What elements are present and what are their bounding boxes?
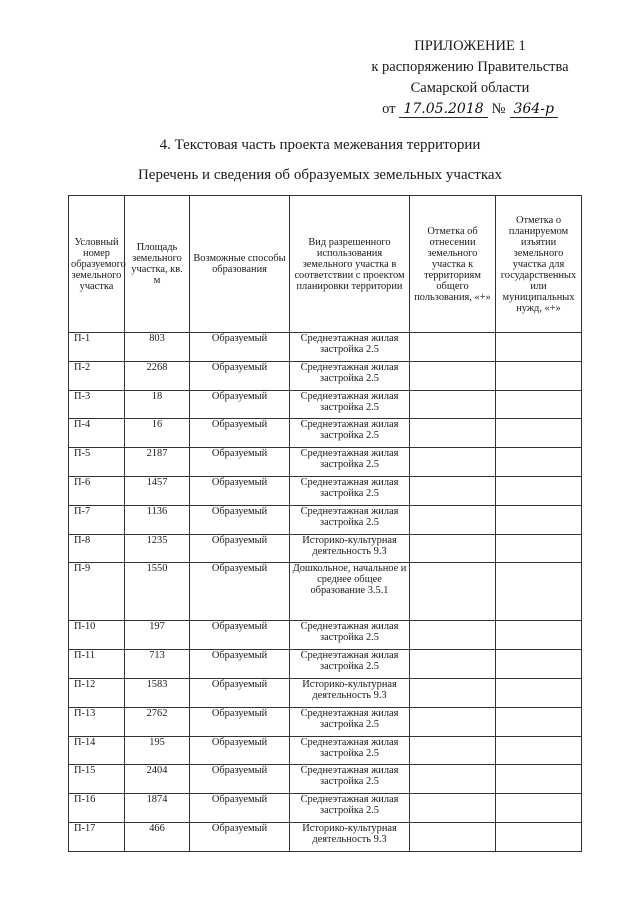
- permitted-use-cell: Историко-культурная деятельность 9.3: [290, 534, 410, 563]
- method-cell: Образуемый: [190, 505, 290, 534]
- appendix-title: ПРИЛОЖЕНИЕ 1: [414, 38, 526, 54]
- handwritten-date: 17.05.2018: [399, 101, 487, 118]
- area-cell: 1550: [125, 563, 190, 621]
- method-cell: Образуемый: [190, 678, 290, 707]
- table-row: [69, 621, 582, 650]
- header-seizure-mark: Отметка о планируемом изъятии земельного участка для государственных или муниципальных нужд, «+»: [496, 196, 582, 333]
- table-row: [69, 361, 582, 390]
- appendix-order-line: к распоряжению Правительства: [371, 59, 569, 75]
- header-permitted-use: Вид разрешенного использования земельного участка в соответствии с проектом планировки территории: [290, 196, 410, 333]
- permitted-use-cell: Среднеэтажная жилая застройка 2.5: [290, 390, 410, 419]
- table-header-row: [69, 196, 582, 333]
- plot-number-cell: П-6: [69, 476, 125, 505]
- seizure-mark-cell: [496, 361, 582, 390]
- plot-number-cell: П-17: [69, 822, 125, 851]
- plot-number-cell: П-10: [69, 621, 125, 650]
- header-plot-number: Условный номер образуемого земельного участка: [69, 196, 125, 333]
- seizure-mark-cell: [496, 765, 582, 794]
- method-cell: Образуемый: [190, 563, 290, 621]
- area-cell: 1457: [125, 476, 190, 505]
- handwritten-number: 364-р: [510, 101, 558, 118]
- method-cell: Образуемый: [190, 419, 290, 448]
- method-cell: Образуемый: [190, 390, 290, 419]
- from-label: от: [382, 101, 396, 117]
- plot-number-cell: П-11: [69, 650, 125, 679]
- permitted-use-cell: Среднеэтажная жилая застройка 2.5: [290, 505, 410, 534]
- seizure-mark-cell: [496, 707, 582, 736]
- permitted-use-cell: Среднеэтажная жилая застройка 2.5: [290, 650, 410, 679]
- appendix-date-line: [350, 99, 590, 120]
- plot-number-cell: П-13: [69, 707, 125, 736]
- permitted-use-cell: Среднеэтажная жилая застройка 2.5: [290, 736, 410, 765]
- plot-number-cell: П-14: [69, 736, 125, 765]
- table-row: [69, 707, 582, 736]
- seizure-mark-cell: [496, 794, 582, 823]
- table-row: [69, 476, 582, 505]
- seizure-mark-cell: [496, 736, 582, 765]
- seizure-mark-cell: [496, 678, 582, 707]
- table-row: [69, 563, 582, 621]
- plot-number-cell: П-3: [69, 390, 125, 419]
- method-cell: Образуемый: [190, 736, 290, 765]
- area-cell: 18: [125, 390, 190, 419]
- area-cell: 16: [125, 419, 190, 448]
- permitted-use-cell: Дошкольное, начальное и среднее общее образование 3.5.1: [290, 563, 410, 621]
- plot-number-cell: П-2: [69, 361, 125, 390]
- area-cell: 1874: [125, 794, 190, 823]
- method-cell: Образуемый: [190, 822, 290, 851]
- public-use-mark-cell: [410, 505, 496, 534]
- permitted-use-cell: Среднеэтажная жилая застройка 2.5: [290, 361, 410, 390]
- method-cell: Образуемый: [190, 333, 290, 362]
- land-plots-table: [68, 195, 582, 852]
- area-cell: 2762: [125, 707, 190, 736]
- seizure-mark-cell: [496, 419, 582, 448]
- table-row: [69, 822, 582, 851]
- area-cell: 195: [125, 736, 190, 765]
- permitted-use-cell: Среднеэтажная жилая застройка 2.5: [290, 794, 410, 823]
- plot-number-cell: П-7: [69, 505, 125, 534]
- seizure-mark-cell: [496, 534, 582, 563]
- public-use-mark-cell: [410, 333, 496, 362]
- table-title: Перечень и сведения об образуемых земельных участках: [137, 167, 503, 183]
- header-area: Площадь земельного участка, кв. м: [125, 196, 190, 333]
- header-method: Возможные способы образования: [190, 196, 290, 333]
- permitted-use-cell: Историко-культурная деятельность 9.3: [290, 678, 410, 707]
- permitted-use-cell: Историко-культурная деятельность 9.3: [290, 822, 410, 851]
- area-cell: 713: [125, 650, 190, 679]
- appendix-region-line: Самарской области: [410, 80, 530, 96]
- area-cell: 2404: [125, 765, 190, 794]
- header-public-use-mark: Отметка об отнесении земельного участка к территориям общего пользования, «+»: [410, 196, 496, 333]
- plot-number-cell: П-5: [69, 448, 125, 477]
- method-cell: Образуемый: [190, 765, 290, 794]
- table-row: [69, 765, 582, 794]
- public-use-mark-cell: [410, 650, 496, 679]
- area-cell: 803: [125, 333, 190, 362]
- area-cell: 1235: [125, 534, 190, 563]
- seizure-mark-cell: [496, 621, 582, 650]
- seizure-mark-cell: [496, 333, 582, 362]
- section-title: 4. Текстовая часть проекта межевания территории: [159, 137, 481, 153]
- seizure-mark-cell: [496, 448, 582, 477]
- table-row: [69, 534, 582, 563]
- area-cell: 197: [125, 621, 190, 650]
- area-cell: 1583: [125, 678, 190, 707]
- method-cell: Образуемый: [190, 707, 290, 736]
- plot-number-cell: П-4: [69, 419, 125, 448]
- table-row: [69, 678, 582, 707]
- plot-number-cell: П-15: [69, 765, 125, 794]
- seizure-mark-cell: [496, 650, 582, 679]
- table-row: [69, 794, 582, 823]
- method-cell: Образуемый: [190, 650, 290, 679]
- method-cell: Образуемый: [190, 476, 290, 505]
- table-row: [69, 448, 582, 477]
- area-cell: 2268: [125, 361, 190, 390]
- appendix-block: [350, 36, 590, 120]
- method-cell: Образуемый: [190, 534, 290, 563]
- method-cell: Образуемый: [190, 794, 290, 823]
- table-row: [69, 505, 582, 534]
- method-cell: Образуемый: [190, 448, 290, 477]
- public-use-mark-cell: [410, 621, 496, 650]
- public-use-mark-cell: [410, 361, 496, 390]
- permitted-use-cell: Среднеэтажная жилая застройка 2.5: [290, 621, 410, 650]
- permitted-use-cell: Среднеэтажная жилая застройка 2.5: [290, 419, 410, 448]
- plot-number-cell: П-1: [69, 333, 125, 362]
- seizure-mark-cell: [496, 822, 582, 851]
- public-use-mark-cell: [410, 678, 496, 707]
- public-use-mark-cell: [410, 707, 496, 736]
- public-use-mark-cell: [410, 534, 496, 563]
- public-use-mark-cell: [410, 765, 496, 794]
- seizure-mark-cell: [496, 390, 582, 419]
- public-use-mark-cell: [410, 563, 496, 621]
- area-cell: 2187: [125, 448, 190, 477]
- seizure-mark-cell: [496, 563, 582, 621]
- area-cell: 466: [125, 822, 190, 851]
- public-use-mark-cell: [410, 390, 496, 419]
- permitted-use-cell: Среднеэтажная жилая застройка 2.5: [290, 476, 410, 505]
- permitted-use-cell: Среднеэтажная жилая застройка 2.5: [290, 765, 410, 794]
- plot-number-cell: П-12: [69, 678, 125, 707]
- permitted-use-cell: Среднеэтажная жилая застройка 2.5: [290, 448, 410, 477]
- public-use-mark-cell: [410, 476, 496, 505]
- table-row: [69, 390, 582, 419]
- permitted-use-cell: Среднеэтажная жилая застройка 2.5: [290, 707, 410, 736]
- method-cell: Образуемый: [190, 361, 290, 390]
- plot-number-cell: П-9: [69, 563, 125, 621]
- table-row: [69, 333, 582, 362]
- seizure-mark-cell: [496, 505, 582, 534]
- method-cell: Образуемый: [190, 621, 290, 650]
- public-use-mark-cell: [410, 822, 496, 851]
- table-row: [69, 650, 582, 679]
- plot-number-cell: П-16: [69, 794, 125, 823]
- seizure-mark-cell: [496, 476, 582, 505]
- table-row: [69, 419, 582, 448]
- area-cell: 1136: [125, 505, 190, 534]
- permitted-use-cell: Среднеэтажная жилая застройка 2.5: [290, 333, 410, 362]
- public-use-mark-cell: [410, 448, 496, 477]
- public-use-mark-cell: [410, 419, 496, 448]
- public-use-mark-cell: [410, 794, 496, 823]
- plot-number-cell: П-8: [69, 534, 125, 563]
- public-use-mark-cell: [410, 736, 496, 765]
- number-label: №: [491, 101, 506, 117]
- table-row: [69, 736, 582, 765]
